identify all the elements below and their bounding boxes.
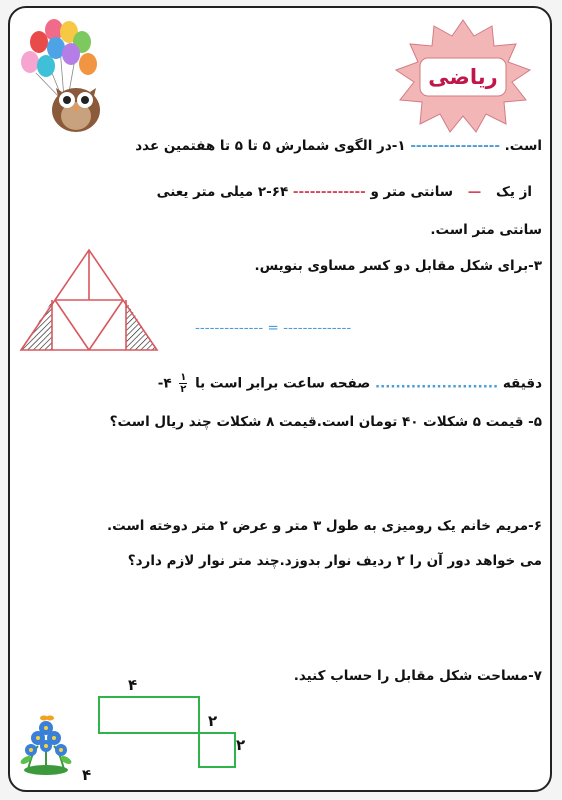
q6-line1: ۶-مریم خانم یک رومیزی به طول ۳ متر و عرض ۲ متر دوخته است. — [107, 518, 542, 534]
title-badge — [388, 16, 538, 136]
q2-part1: ۲-۶۴ میلی متر یعنی — [156, 184, 289, 200]
large-rectangle — [99, 697, 199, 733]
q4-prefix: ۴- — [157, 375, 172, 392]
q4-unit: دقیقه — [502, 375, 542, 392]
q2-answer-blank-2[interactable]: — — [467, 184, 482, 200]
small-square — [199, 733, 235, 767]
area-shape-figure — [96, 694, 242, 770]
q2-answer-blank-1[interactable]: ------------- — [292, 184, 366, 200]
dim-bottom-label: ۴ — [82, 766, 92, 784]
question-6 — [107, 518, 542, 534]
question-5 — [110, 414, 542, 430]
dim-right-label: ۲ — [236, 736, 246, 754]
question-3 — [254, 258, 542, 274]
dim-top-label: ۴ — [128, 676, 138, 694]
q3-answer-line[interactable]: -------------- = -------------- — [195, 320, 352, 336]
q4-frac-den: ۲ — [180, 384, 187, 395]
owl-balloons-icon — [16, 18, 112, 133]
page-title: ریاضی — [428, 65, 498, 89]
q4-text: صفحه ساعت برابر است با — [195, 375, 371, 392]
q4-frac-num: ۱ — [180, 372, 187, 383]
q2-part2: سانتی متر و — [370, 184, 454, 200]
flowers-icon — [18, 712, 74, 776]
q1-answer-blank[interactable]: ---------------- — [410, 138, 500, 154]
q1-end: است. — [504, 138, 542, 154]
question-7 — [294, 668, 542, 684]
q2-part3: از یک — [496, 184, 532, 200]
q3-text: ۳-برای شکل مقابل دو کسر مساوی بنویس. — [254, 258, 542, 274]
q4-answer-blank[interactable]: ........................ — [375, 375, 499, 392]
question-2-line-2 — [430, 222, 542, 238]
question-4 — [158, 372, 542, 395]
q5-text: ۵- قیمت ۵ شکلات ۴۰ تومان است.قیمت ۸ شکلات چند ریال است؟ — [109, 414, 542, 430]
q1-text: ۱-در الگوی شمارش ۵ تا ۵ تا هفتمین عدد — [135, 138, 406, 154]
triangle-fraction-figure — [18, 246, 163, 354]
question-6-line-2 — [128, 553, 542, 569]
q2-line2: سانتی متر است. — [430, 222, 542, 238]
q7-text: ۷-مساحت شکل مقابل را حساب کنید. — [293, 668, 542, 684]
question-2 — [157, 184, 542, 200]
dim-mid-label: ۲ — [208, 712, 218, 730]
q6-line2: می خواهد دور آن را ۲ ردیف نوار بدوزد.چند متر نوار لازم دارد؟ — [127, 553, 542, 569]
fraction-one-half — [179, 372, 187, 395]
question-1 — [135, 138, 542, 154]
